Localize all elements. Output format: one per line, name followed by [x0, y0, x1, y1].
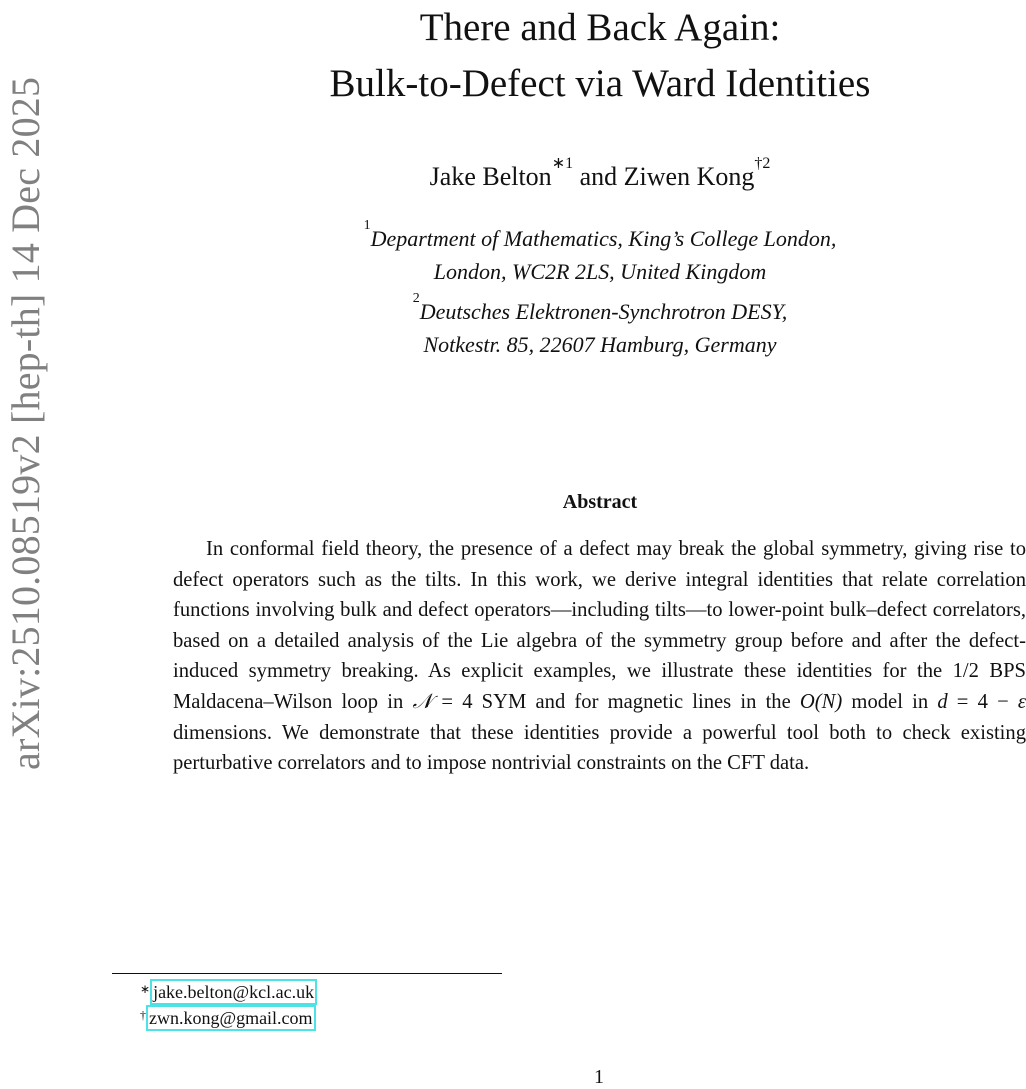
author-name-1: Jake Belton	[429, 162, 552, 191]
email-link-1[interactable]: jake.belton@kcl.ac.uk	[150, 979, 317, 1005]
author-name-2: Ziwen Kong	[623, 162, 755, 191]
author-conjunction: and	[579, 162, 618, 191]
affiliation-mark-2: 2	[412, 291, 420, 306]
abstract-text-part-1: In conformal field theory, the presence of a defect may break the global symmetry, giving rise to defect operators such as the tilts. In this work, we derive integral identities that relate correlation functions involving bulk and defect operators—including tilts—to lower-point bulk–defect correlators, based on a detailed analysis of the Lie algebra of the symmetry group before and after the defect-induced symmetry breaking. As explicit examples, we illustrate these identities for the 1/2 BPS Maldacena–Wilson loop in	[173, 538, 1026, 713]
affiliation-2-line-2: Notkestr. 85, 22607 Hamburg, Germany	[423, 332, 777, 357]
footnote-1	[140, 979, 317, 1005]
affiliation-1-line-2: London, WC2R 2LS, United Kingdom	[433, 259, 767, 284]
math-epsilon: ε	[1017, 690, 1026, 713]
footnote-rule	[112, 973, 502, 974]
affiliation-1-line-1: Department of Mathematics, King’s College London,	[370, 226, 837, 251]
abstract-text-part-3: model in	[842, 690, 938, 713]
author-list	[180, 155, 1020, 194]
abstract-text-part-2: = 4 SYM and for magnetic lines in the	[432, 690, 800, 713]
abstract-text-part-5: dimensions. We demonstrate that these identities provide a powerful tool both to check existing perturbative correlators and to impose nontrivial constraints on the CFT data.	[173, 721, 1026, 775]
author-mark-2: †2	[754, 155, 771, 172]
math-d: d	[937, 690, 948, 713]
affiliation-1	[180, 218, 1020, 288]
title-line-2: Bulk-to-Defect via Ward Identities	[329, 62, 871, 105]
title-line-1: There and Back Again:	[419, 6, 781, 49]
abstract-heading: Abstract	[562, 491, 638, 513]
arxiv-identifier: arXiv:2510.08519v2 [hep-th] 14 Dec 2025	[3, 76, 48, 770]
page-number: 1	[594, 1066, 604, 1088]
abstract-text-part-4: = 4 −	[947, 690, 1018, 713]
affiliation-2	[180, 291, 1020, 361]
abstract-text	[173, 534, 1026, 779]
paper-title	[180, 0, 1020, 112]
author-mark-1: ∗1	[551, 155, 574, 172]
footnote-mark-1: ∗	[140, 982, 151, 996]
affiliation-mark-1: 1	[363, 218, 371, 233]
footnote-2	[140, 1005, 316, 1031]
footnote-mark-2: †	[140, 1008, 146, 1022]
math-calligraphic-n: 𝒩	[412, 690, 433, 713]
math-o-n: O(N)	[799, 690, 843, 713]
affiliation-2-line-1: Deutsches Elektronen-Synchrotron DESY,	[419, 299, 788, 324]
email-link-2[interactable]: zwn.kong@gmail.com	[146, 1005, 316, 1031]
